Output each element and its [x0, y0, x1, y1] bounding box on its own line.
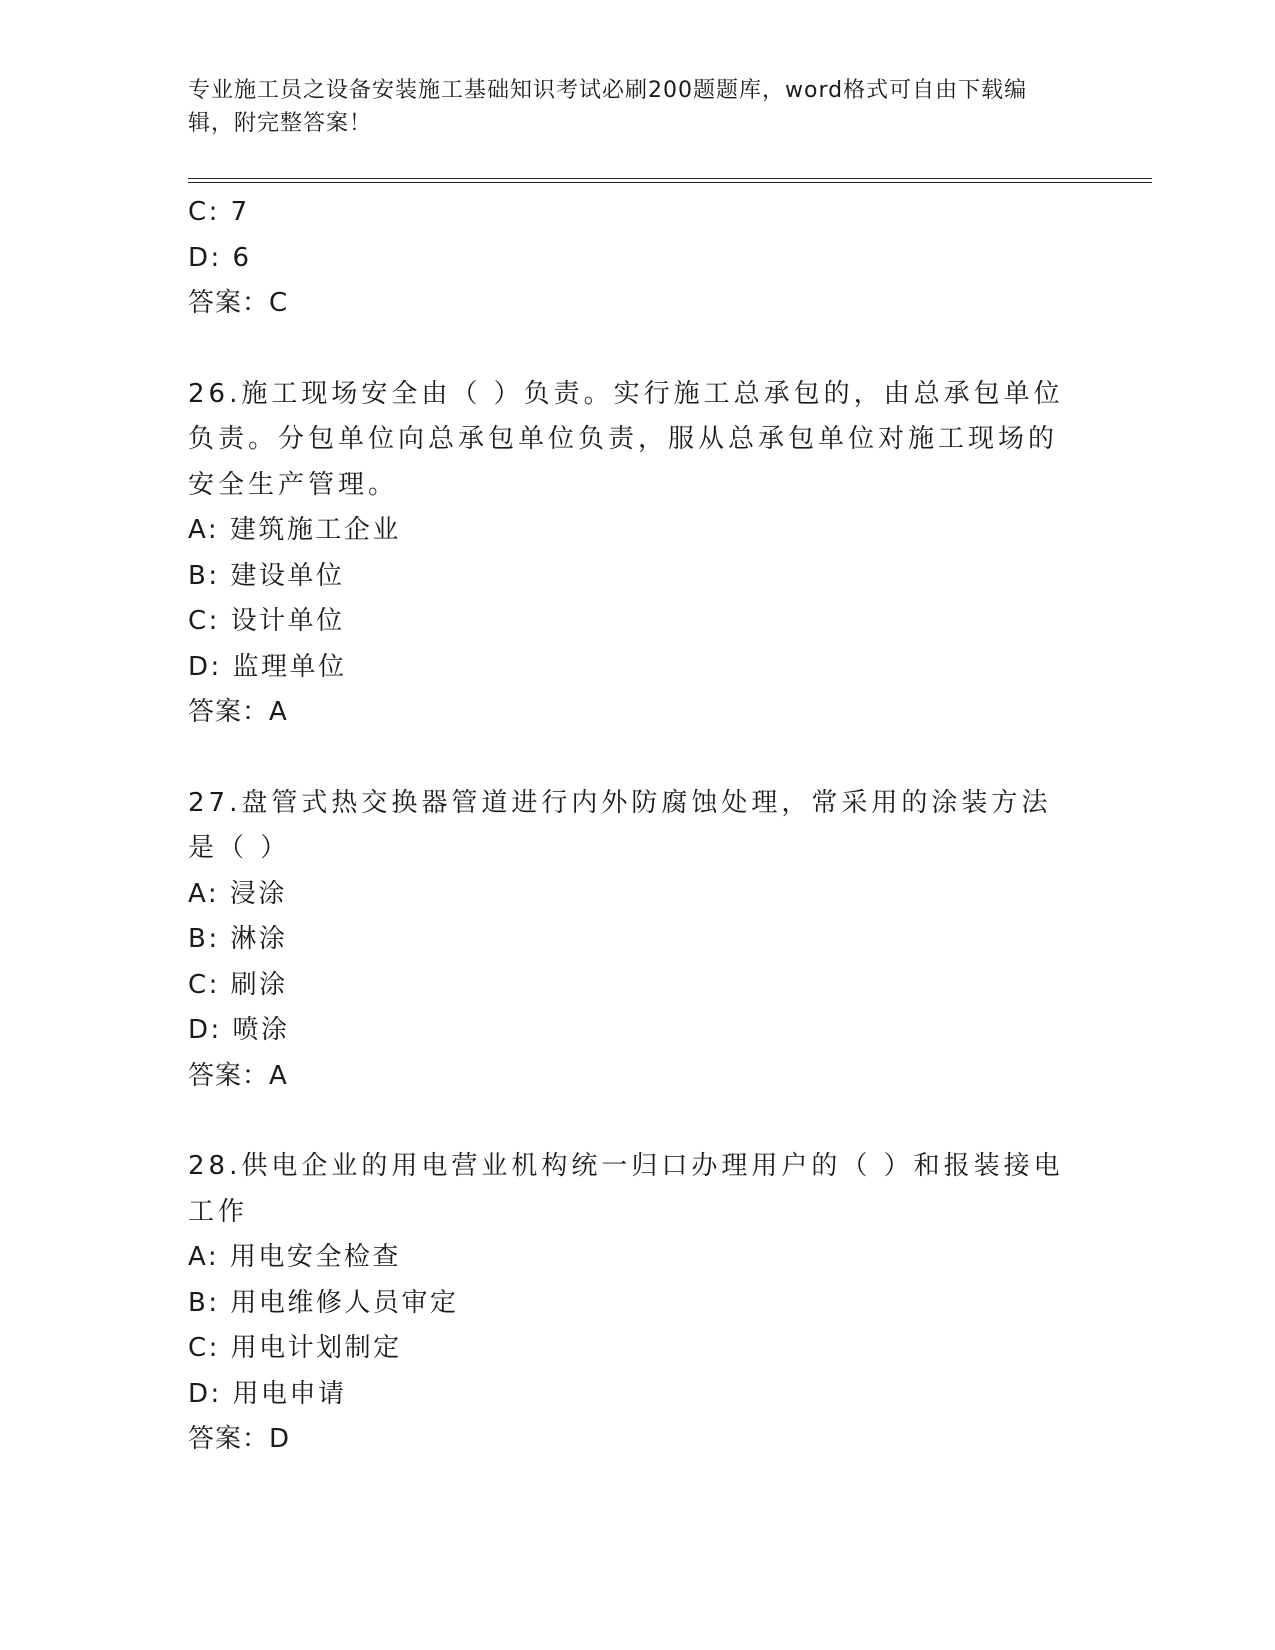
spacer	[188, 736, 1068, 781]
option-a: A: 用电安全检查	[188, 1242, 401, 1272]
header-divider	[188, 178, 1152, 183]
question-stem: 28.供电企业的用电营业机构统一归口办理用户的（ ）和报装接电工作	[188, 1151, 1064, 1227]
option-c: C: 设计单位	[188, 606, 345, 636]
answer-line: 答案：A	[188, 697, 288, 727]
spacer	[188, 327, 1068, 372]
answer-line: 答案：D	[188, 1424, 291, 1454]
spacer	[188, 1099, 1068, 1144]
leading-question-tail	[188, 190, 1068, 327]
question-stem: 27.盘管式热交换器管道进行内外防腐蚀处理，常采用的涂装方法是（ ）	[188, 787, 1052, 863]
question-28	[188, 1144, 1068, 1463]
option-c: C: 用电计划制定	[188, 1333, 402, 1363]
question-list	[188, 190, 1068, 1463]
option-c: C: 7	[188, 197, 250, 227]
page-header: 专业施工员之设备安装施工基础知识考试必刷200题题库，word格式可自由下载编辑，附完整答案！	[188, 78, 1028, 136]
option-a: A: 建筑施工企业	[188, 515, 401, 545]
option-c: C: 刷涂	[188, 969, 288, 1000]
option-d: D: 监理单位	[188, 651, 347, 682]
option-d: D: 喷涂	[188, 1015, 290, 1045]
question-27	[188, 781, 1068, 1100]
option-b: B: 用电维修人员审定	[188, 1287, 459, 1318]
option-b: B: 建设单位	[188, 560, 345, 591]
answer-line: 答案：A	[188, 1060, 288, 1091]
answer-line: 答案：C	[188, 288, 289, 318]
question-26	[188, 372, 1068, 736]
option-d: D: 用电申请	[188, 1378, 347, 1409]
option-d: D: 6	[188, 242, 252, 273]
option-b: B: 淋涂	[188, 924, 288, 954]
question-stem: 26.施工现场安全由（ ）负责。实行施工总承包的，由总承包单位负责。分包单位向总承包单位负责，服从总承包单位对施工现场的安全生产管理。	[188, 378, 1064, 500]
option-a: A: 浸涂	[188, 878, 287, 909]
